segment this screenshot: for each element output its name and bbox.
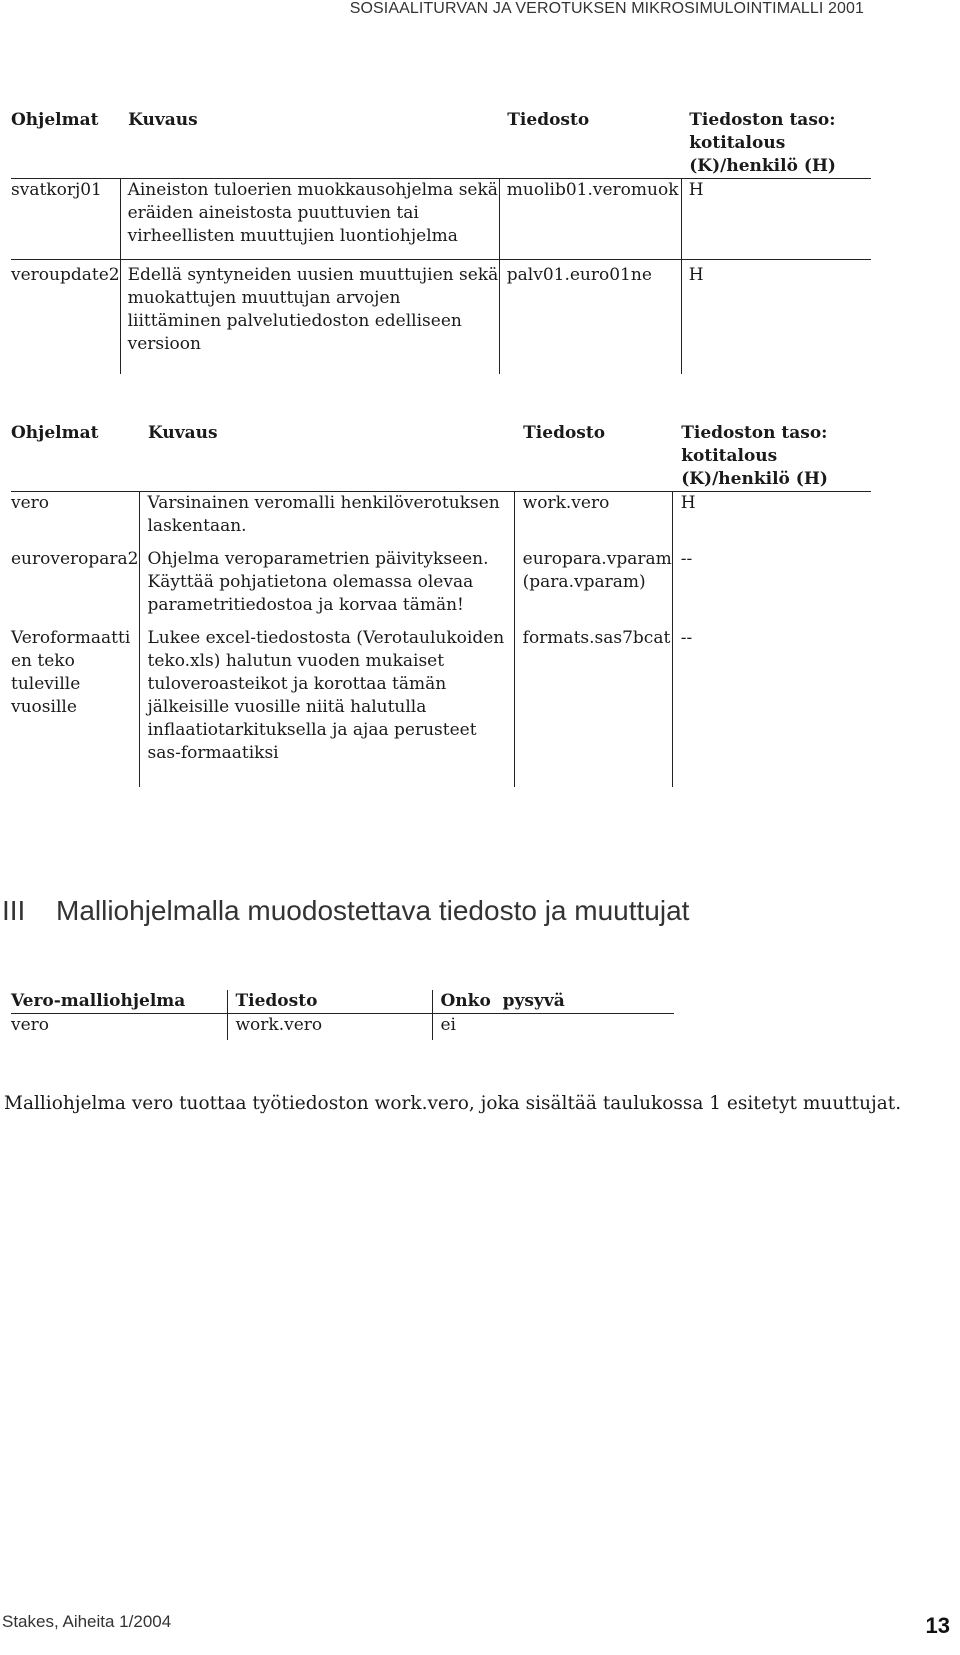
model-program-table xyxy=(11,990,674,1040)
table-row xyxy=(11,1014,674,1041)
table-row xyxy=(11,627,871,787)
cell-level: H xyxy=(681,179,871,260)
programs-table-1 xyxy=(11,109,871,374)
header-tiedosto: Tiedosto xyxy=(227,990,432,1014)
header-vero-malliohjelma: Vero-malliohjelma xyxy=(11,991,186,1011)
cell-file: work.vero xyxy=(227,1014,432,1041)
cell-description: Ohjelma veroparametrien päivitykseen. Käyttää pohjatietona olemassa olevaa parametritiedostoa ja korvaa tämän! xyxy=(139,548,514,627)
header-kuvaus: Kuvaus xyxy=(128,110,198,130)
header-tiedosto: Tiedosto xyxy=(507,110,590,130)
section-number: III xyxy=(2,895,26,926)
cell-description: Aineiston tuloerien muokkausohjelma sekä eräiden aineistosta puuttuvien tai virheellisten muuttujien luontiohjelma xyxy=(120,179,499,260)
cell-description: Edellä syntyneiden uusien muuttujien sekä muokattujen muuttujan arvojen liittäminen palvelutiedoston edelliseen versioon xyxy=(120,260,499,375)
cell-program: Veroformaatti en teko tuleville vuosille xyxy=(11,628,131,717)
header-tiedoston-taso: Tiedoston taso: kotitalous (K)/henkilö (H) xyxy=(689,110,836,176)
cell-program: euroveropara2 xyxy=(11,549,139,569)
cell-program: svatkorj01 xyxy=(11,180,102,200)
cell-program: veroupdate2 xyxy=(11,265,120,285)
table-row xyxy=(11,492,871,549)
cell-file: palv01.euro01ne xyxy=(499,260,681,375)
table-row xyxy=(11,179,871,260)
body-paragraph: Malliohjelma vero tuottaa työtiedoston work.vero, joka sisältää taulukossa 1 esitetyt muuttujat. xyxy=(4,1093,902,1114)
running-header: SOSIAALITURVAN JA VEROTUKSEN MIKROSIMULOINTIMALLI 2001 xyxy=(349,0,864,17)
cell-file: europara.vparam (para.vparam) xyxy=(514,548,672,627)
cell-description: Varsinainen veromalli henkilöverotuksen laskentaan. xyxy=(139,492,514,549)
page-number: 13 xyxy=(925,1613,950,1638)
cell-file: formats.sas7bcat xyxy=(514,627,672,787)
cell-description: Lukee excel-tiedostosta (Verotaulukoiden teko.xls) halutun vuoden mukaiset tuloveroasteikot ja korottaa tämän jälkeisille vuosille niitä halutulla inflaatiotarkituksella ja ajaa perusteet sas-formaatiksi xyxy=(139,627,514,787)
header-tiedosto: Tiedosto xyxy=(523,423,606,443)
table-header-row xyxy=(11,109,871,179)
cell-program: vero xyxy=(11,1015,50,1035)
header-ohjelmat: Ohjelmat xyxy=(11,110,99,130)
header-onko-pysyva: Onko pysyvä xyxy=(432,990,674,1014)
cell-permanent: ei xyxy=(432,1014,674,1041)
cell-program: vero xyxy=(11,493,50,513)
header-kuvaus: Kuvaus xyxy=(148,423,218,443)
cell-level: -- xyxy=(672,548,871,627)
cell-file: work.vero xyxy=(514,492,672,549)
cell-level: H xyxy=(681,260,871,375)
header-ohjelmat: Ohjelmat xyxy=(11,423,99,443)
programs-table-2 xyxy=(11,422,871,787)
footer-publication: Stakes, Aiheita 1/2004 xyxy=(2,1612,172,1631)
table-row xyxy=(11,260,871,375)
section-title-text: Malliohjelmalla muodostettava tiedosto ja muuttujat xyxy=(56,895,690,926)
header-tiedoston-taso: Tiedoston taso: kotitalous (K)/henkilö (H) xyxy=(681,423,828,489)
cell-level: -- xyxy=(672,627,871,787)
cell-level: H xyxy=(672,492,871,549)
section-heading xyxy=(2,895,689,927)
table-header-row xyxy=(11,990,674,1014)
table-row xyxy=(11,548,871,627)
cell-file: muolib01.veromuok xyxy=(499,179,681,260)
table-header-row xyxy=(11,422,871,492)
